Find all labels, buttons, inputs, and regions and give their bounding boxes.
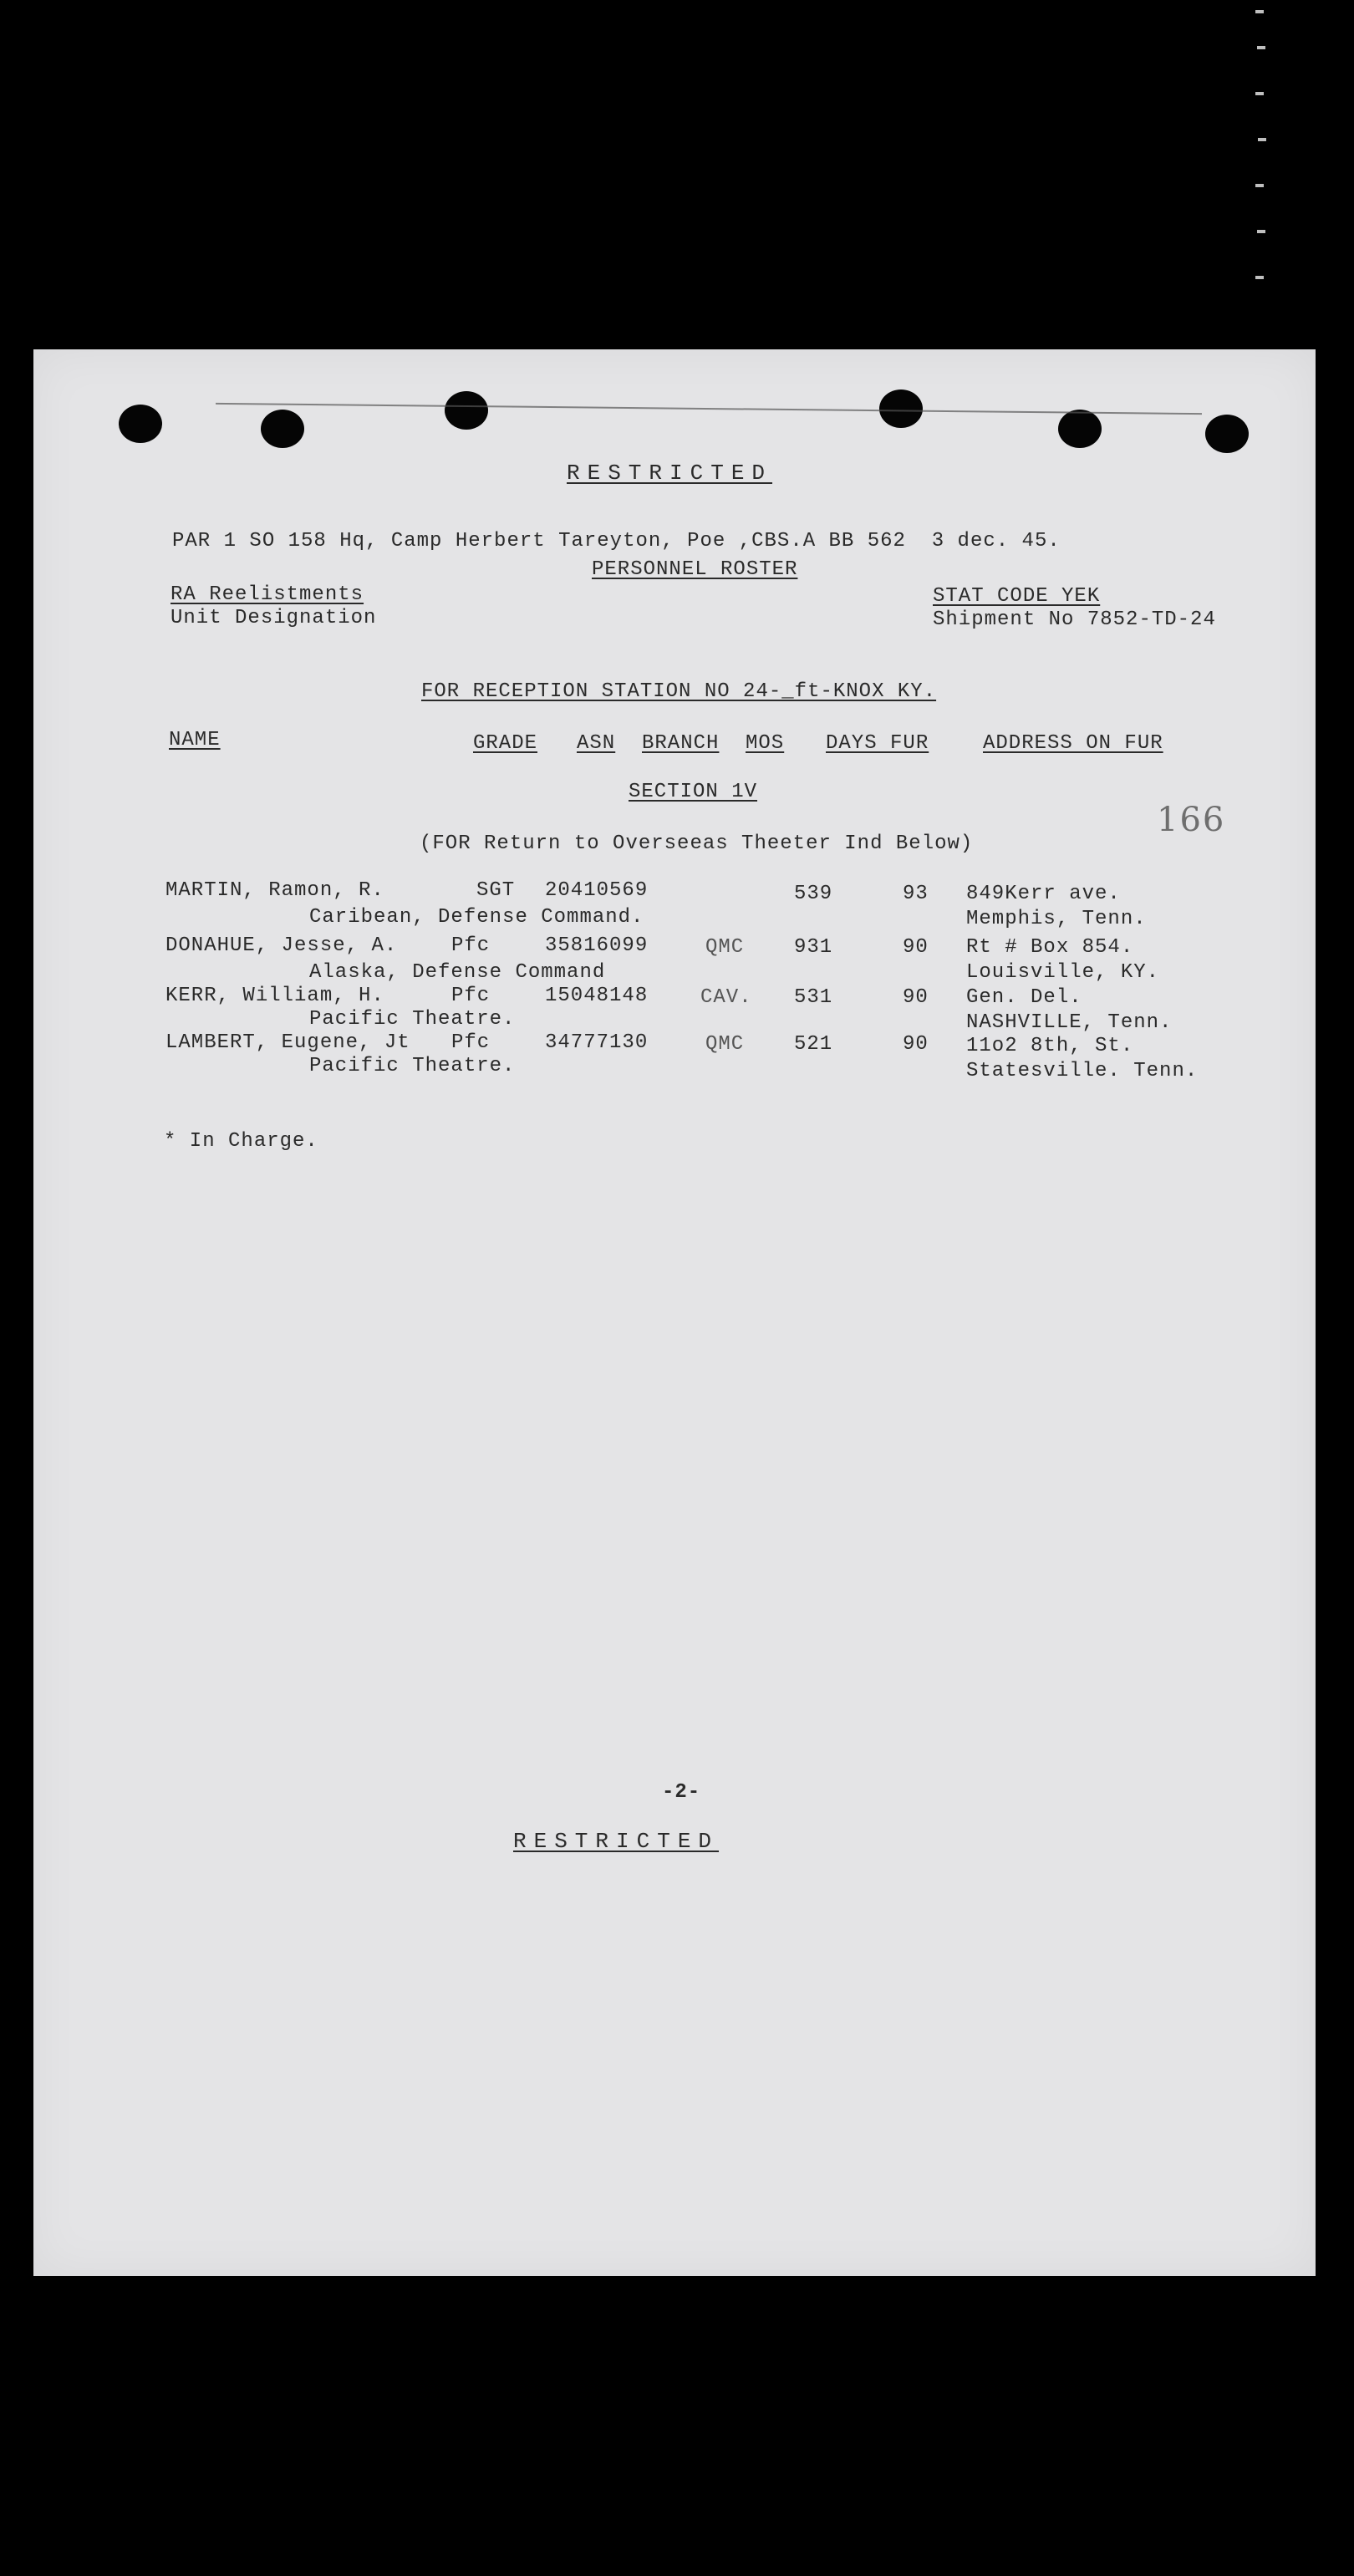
unit-name: RA Reelistments bbox=[171, 583, 364, 606]
row-branch: CAV. bbox=[700, 986, 752, 1009]
row-mos: 521 bbox=[794, 1033, 833, 1056]
col-header-mos: MOS bbox=[746, 732, 785, 755]
row-name: DONAHUE, Jesse, A. bbox=[165, 934, 398, 957]
row-theater: Alaska, Defense Command bbox=[309, 961, 606, 984]
reception-station: FOR RECEPTION STATION NO 24-_ft-KNOX KY. bbox=[421, 680, 937, 703]
page-stamp-number: 166 bbox=[1157, 801, 1226, 839]
row-asn: 35816099 bbox=[545, 934, 649, 957]
row-asn: 15048148 bbox=[545, 985, 649, 1007]
row-theater: Caribean, Defense Command. bbox=[309, 906, 644, 929]
row-days: 90 bbox=[903, 936, 929, 959]
row-mos: 531 bbox=[794, 986, 833, 1009]
row-asn: 20410569 bbox=[545, 879, 649, 902]
classification-top: RESTRICTED bbox=[567, 461, 773, 486]
row-name: MARTIN, Ramon, R. bbox=[165, 879, 384, 902]
row-theater: Pacific Theatre. bbox=[309, 1008, 516, 1031]
row-mos: 931 bbox=[794, 936, 833, 959]
row-address-line2: Memphis, Tenn. bbox=[966, 908, 1147, 930]
row-theater: Pacific Theatre. bbox=[309, 1055, 516, 1077]
section-subtitle: (FOR Return to Overseeas Theeter Ind Below) bbox=[420, 832, 974, 855]
col-header-branch: BRANCH bbox=[642, 732, 720, 755]
row-address-line2: Louisville, KY. bbox=[966, 961, 1160, 984]
document-page bbox=[33, 349, 1316, 2276]
row-asn: 34777130 bbox=[545, 1031, 649, 1054]
classification-bottom: RESTRICTED bbox=[513, 1829, 720, 1854]
col-header-address: ADDRESS ON FUR bbox=[983, 732, 1163, 755]
punch-hole bbox=[879, 389, 923, 428]
row-days: 90 bbox=[903, 986, 929, 1009]
footnote-in-charge: * In Charge. bbox=[164, 1130, 318, 1153]
punch-hole bbox=[445, 391, 488, 430]
row-branch: QMC bbox=[705, 936, 745, 959]
punch-hole bbox=[261, 410, 304, 448]
row-grade: Pfc bbox=[451, 1031, 491, 1054]
row-name: KERR, William, H. bbox=[165, 985, 384, 1007]
row-mos: 539 bbox=[794, 883, 833, 905]
punch-hole bbox=[119, 405, 162, 443]
row-grade: Pfc bbox=[451, 934, 491, 957]
row-address-line2: Statesville. Tenn. bbox=[966, 1060, 1199, 1082]
orders-line: PAR 1 SO 158 Hq, Camp Herbert Tareyton, Poe ,CBS.A BB 562 3 dec. 45. bbox=[172, 530, 1061, 552]
page-number: -2- bbox=[662, 1781, 701, 1804]
row-grade: Pfc bbox=[451, 985, 491, 1007]
row-grade: SGT bbox=[476, 879, 516, 902]
section-title: SECTION 1V bbox=[629, 781, 758, 803]
row-address-line1: Gen. Del. bbox=[966, 986, 1082, 1009]
row-address-line1: 11o2 8th, St. bbox=[966, 1035, 1134, 1057]
stat-code: STAT CODE YEK bbox=[933, 585, 1101, 608]
row-address-line2: NASHVILLE, Tenn. bbox=[966, 1011, 1173, 1034]
row-address-line1: 849Kerr ave. bbox=[966, 883, 1121, 905]
shipment-number: Shipment No 7852-TD-24 bbox=[933, 608, 1216, 631]
row-address-line1: Rt # Box 854. bbox=[966, 936, 1134, 959]
punch-hole bbox=[1058, 410, 1102, 448]
col-header-days-fur: DAYS FUR bbox=[826, 732, 929, 755]
unit-designation-label: Unit Designation bbox=[171, 607, 377, 629]
row-name: LAMBERT, Eugene, Jt bbox=[165, 1031, 410, 1054]
row-days: 93 bbox=[903, 883, 929, 905]
row-branch: QMC bbox=[705, 1033, 745, 1056]
col-header-asn: ASN bbox=[577, 732, 616, 755]
perforation-line bbox=[216, 403, 1202, 415]
col-header-grade: GRADE bbox=[473, 732, 538, 755]
row-days: 90 bbox=[903, 1033, 929, 1056]
col-header-name: NAME bbox=[169, 729, 221, 751]
punch-hole bbox=[1205, 415, 1249, 453]
roster-title: PERSONNEL ROSTER bbox=[592, 558, 798, 581]
